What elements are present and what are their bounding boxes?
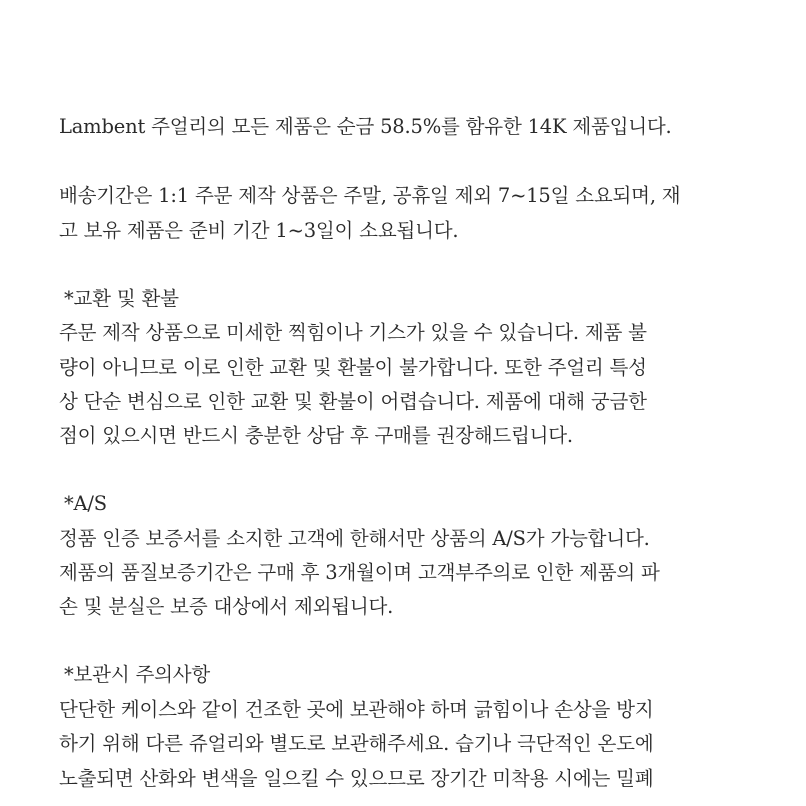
- refund-text-line: 점이 있으시면 반드시 충분한 상담 후 구매를 권장해드립니다.: [59, 424, 573, 447]
- shipping-text-line: 고 보유 제품은 준비 기간 1~3일이 소요됩니다.: [59, 219, 459, 242]
- shipping-text-line: 배송기간은 1:1 주문 제작 상품은 주말, 공휴일 제외 7~15일 소요되며, 재: [59, 184, 681, 207]
- refund-heading: *교환 및 환불: [64, 287, 179, 310]
- as-heading: *A/S: [64, 492, 107, 515]
- refund-text-line: 량이 아니므로 이로 인한 교환 및 환불이 불가합니다. 또한 주얼리 특성: [59, 356, 647, 379]
- as-text-line: 손 및 분실은 보증 대상에서 제외됩니다.: [59, 595, 394, 618]
- as-text-line: 제품의 품질보증기간은 구매 후 3개월이며 고객부주의로 인한 제품의 파: [59, 561, 660, 584]
- storage-text-line: 노출되면 산화와 변색을 일으킬 수 있으므로 장기간 미착용 시에는 밀폐: [59, 767, 654, 790]
- refund-text-line: 주문 제작 상품으로 미세한 찍힘이나 기스가 있을 수 있습니다. 제품 불: [59, 321, 647, 344]
- storage-heading: *보관시 주의사항: [64, 663, 211, 686]
- refund-text-line: 상 단순 변심으로 인한 교환 및 환불이 어렵습니다. 제품에 대해 궁금한: [59, 390, 647, 413]
- storage-text-line: 단단한 케이스와 같이 건조한 곳에 보관해야 하며 긁힘이나 손상을 방지: [59, 698, 654, 721]
- storage-text-line: 하기 위해 다른 쥬얼리와 별도로 보관해주세요. 습기나 극단적인 온도에: [59, 732, 654, 755]
- material-text: Lambent 주얼리의 모든 제품은 순금 58.5%를 함유한 14K 제품입니다.: [59, 115, 672, 138]
- as-text-line: 정품 인증 보증서를 소지한 고객에 한해서만 상품의 A/S가 가능합니다.: [59, 527, 650, 550]
